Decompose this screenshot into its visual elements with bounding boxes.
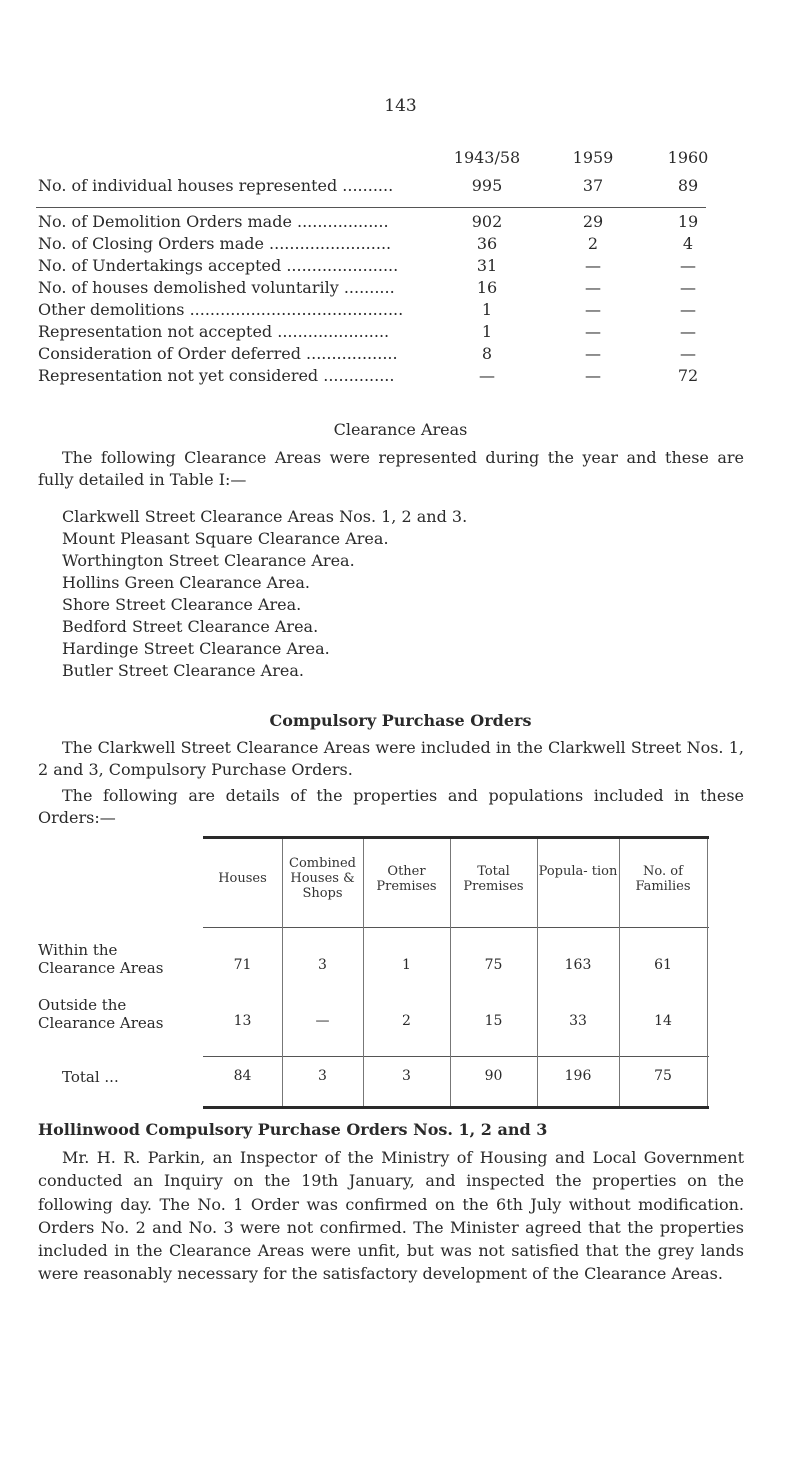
cell: 196: [564, 1068, 592, 1084]
table-row: [0, 234, 801, 256]
cell: 75: [484, 957, 503, 973]
row-label: No. of Closing Orders made ........................: [38, 234, 392, 253]
year-header: 1960: [667, 148, 709, 167]
cell: 61: [654, 957, 672, 973]
cell: —: [479, 366, 495, 385]
cell: —: [585, 344, 601, 363]
section-heading: Hollinwood Compulsory Purchase Orders Nos. 1, 2 and 3: [38, 1120, 548, 1139]
cell: 72: [677, 366, 699, 385]
cell: 75: [654, 1068, 672, 1084]
paragraph: Mr. H. R. Parkin, an Inspector of the Ministry of Housing and Local Government conducted an Inquiry on the 19th January, and inspected the properties on the following day. The No. 1 Order was confirmed on the 6th July without modification. Orders No. 2 and No. 3 were not confirmed. The Minister agreed that the properties included in the Clearance Areas were unfit, but was not satisfied that the grey lands were reasonably necessary for the satisfactory development of the Clearance Areas.: [38, 1148, 744, 1284]
row-label: Within the Clearance Areas: [38, 941, 164, 977]
row-label: Consideration of Order deferred ..................: [38, 344, 398, 363]
cell: —: [585, 278, 601, 297]
table-row: [0, 256, 801, 278]
row-label: No. of houses demolished voluntarily ..........: [38, 278, 395, 297]
column-header: Combined Houses & Shops: [289, 856, 356, 901]
cell: —: [585, 300, 601, 319]
list-item: Shore Street Clearance Area.: [62, 595, 302, 614]
properties-table: [203, 836, 709, 1109]
cell: 15: [484, 1013, 503, 1029]
year-header: 1943/58: [453, 148, 521, 167]
column-divider: [707, 839, 708, 1106]
row-label: Representation not yet considered ..............: [38, 366, 395, 385]
cell: 2: [402, 1013, 411, 1029]
cell: —: [680, 256, 696, 275]
column-header: Other Premises: [376, 864, 437, 894]
cell: —: [585, 366, 601, 385]
cell: 1: [481, 322, 493, 341]
cell: —: [680, 300, 696, 319]
cell: 33: [569, 1013, 587, 1029]
cell: 90: [484, 1068, 503, 1084]
column-header: Popula- tion: [538, 864, 618, 879]
table-row: [0, 344, 801, 366]
cell: 3: [318, 1068, 327, 1084]
cell: 31: [476, 256, 498, 275]
row-label: Outside the Clearance Areas: [38, 996, 164, 1032]
total-divider: [203, 1056, 709, 1057]
cell: 14: [654, 1013, 672, 1029]
table-border-top: [203, 836, 709, 839]
list-item: Butler Street Clearance Area.: [62, 661, 304, 680]
paragraph: The following Clearance Areas were represented during the year and these are fully detailed in Table I:—: [38, 448, 744, 489]
cell: —: [680, 322, 696, 341]
table-row: [0, 366, 801, 388]
cell: 29: [582, 212, 604, 231]
paragraph: The following are details of the properties and populations included in these Orders:—: [38, 786, 744, 827]
year-header: 1959: [572, 148, 614, 167]
section-heading: Compulsory Purchase Orders: [269, 711, 532, 730]
cell: 13: [233, 1013, 252, 1029]
table-row: [0, 212, 801, 234]
row-label: Representation not accepted ......................: [38, 322, 390, 341]
cell: 4: [682, 234, 694, 253]
cell: 3: [402, 1068, 411, 1084]
row-label: Total ...: [62, 1068, 119, 1086]
table-row: [0, 176, 801, 198]
list-item: Bedford Street Clearance Area.: [62, 617, 319, 636]
cell: 84: [233, 1068, 252, 1084]
cell: 19: [677, 212, 699, 231]
row-label: No. of Demolition Orders made ..................: [38, 212, 389, 231]
cell: —: [680, 344, 696, 363]
cell: 3: [318, 957, 327, 973]
list-item: Hollins Green Clearance Area.: [62, 573, 310, 592]
list-item: Hardinge Street Clearance Area.: [62, 639, 330, 658]
row-label: No. of individual houses represented ..........: [38, 176, 394, 195]
cell: 8: [481, 344, 493, 363]
table-border-bottom: [203, 1106, 709, 1109]
cell: 995: [471, 176, 503, 195]
cell: —: [585, 322, 601, 341]
table-row: [0, 300, 801, 322]
cell: 163: [564, 957, 592, 973]
cell: —: [680, 278, 696, 297]
paragraph: The Clarkwell Street Clearance Areas were included in the Clarkwell Street Nos. 1, 2 and 3, Compulsory Purchase Orders.: [38, 738, 744, 779]
cell: 1: [481, 300, 493, 319]
cell: 71: [233, 957, 252, 973]
row-label: No. of Undertakings accepted ......................: [38, 256, 399, 275]
section-heading: Clearance Areas: [333, 420, 468, 439]
cell: 902: [471, 212, 503, 231]
cell: 89: [677, 176, 699, 195]
cell: 37: [582, 176, 604, 195]
cell: 36: [476, 234, 498, 253]
cell: —: [585, 256, 601, 275]
cell: 16: [476, 278, 498, 297]
row-label: Other demolitions ..........................................: [38, 300, 404, 319]
cell: —: [315, 1013, 330, 1029]
cell: 1: [402, 957, 411, 973]
column-header: Houses: [218, 871, 267, 886]
year-header-row: [0, 148, 801, 170]
header-divider: [203, 927, 709, 928]
list-item: Worthington Street Clearance Area.: [62, 551, 355, 570]
column-header: No. of Families: [635, 864, 691, 894]
list-item: Clarkwell Street Clearance Areas Nos. 1, 2 and 3.: [62, 507, 468, 526]
list-item: Mount Pleasant Square Clearance Area.: [62, 529, 389, 548]
table-row: [0, 278, 801, 300]
divider: [36, 207, 706, 208]
table-row: [0, 322, 801, 344]
page-number: 143: [384, 96, 417, 116]
cell: 2: [587, 234, 599, 253]
column-header: Total Premises: [463, 864, 524, 894]
